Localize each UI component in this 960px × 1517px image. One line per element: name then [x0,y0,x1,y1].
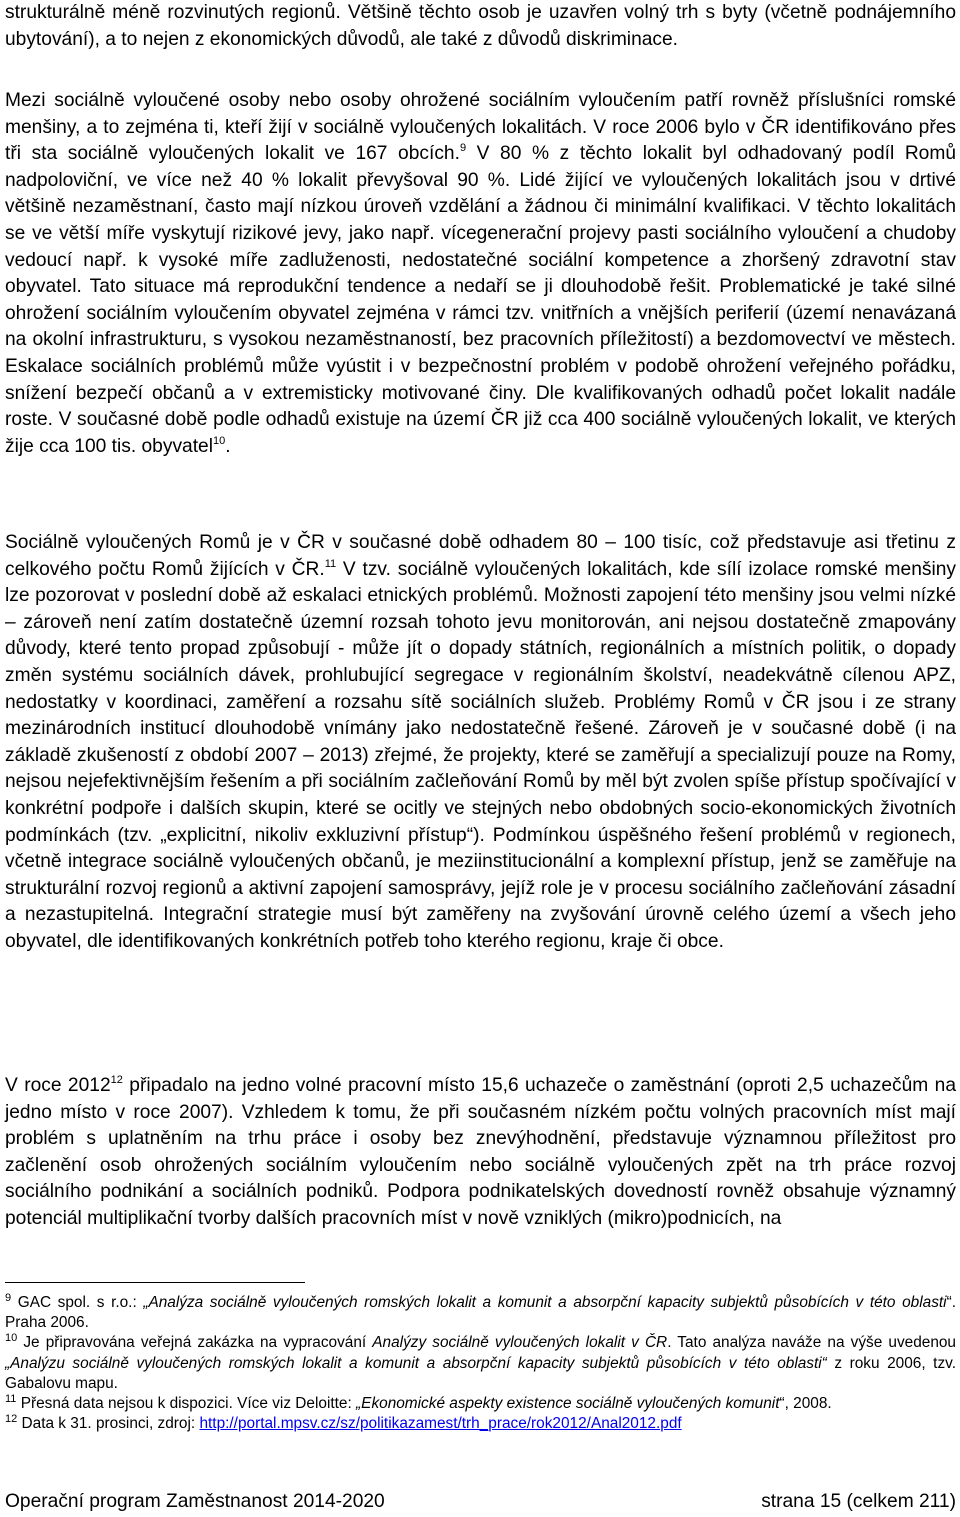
footnote-12-link[interactable]: http://portal.mpsv.cz/sz/politikazamest/trh_prace/rok2012/Anal2012.pdf [199,1415,682,1433]
footnote-10-title-2: „Analýzu sociálně vyloučených romských lokalit a komunit a absorpční kapacity subjektů působících v této oblasti“ [5,1354,827,1372]
footnote-separator [5,1282,305,1283]
paragraph-2-text-b: V 80 % z těchto lokalit byl odhadovaný podíl Romů nadpoloviční, ve více než 40 % lokalit převyšoval 90 %. Lidé žijící ve vyloučených lokalitách jsou v drtivé většině nezaměstnaní, často mají nízkou úroveň vzdělání a žádnou či minimální kvalifikaci. V těchto lokalitách se ve větší míře vyskytují rizikové jevy, jako např. vícegenerační projevy pasti sociálního vyloučení a chudoby vedoucí např. k vysoké míře zadluženosti, nedostatečné sociální kompetence a zhoršený zdravotní stav obyvatel. Tato situace má reprodukční tendence a nedaří se ji dlouhodobě řešit. Problematické je také silné ohrožení sociálním vyloučením obyvatel zejména v rámci tzv. vnitřních a vnějších periferií (území nenavázaná na okolní infrastrukturu, s vysokou nezaměstnaností, bez pracovních příležitostí) a bezdomovectví ve městech. Eskalace sociálních problémů může vyústit i v bezpečnostní problém v podobě ohrožení veřejného pořádku, snížení bezpečí občanů a v extremisticky motivované činy. Dle kvalifikovaných odhadů počet lokalit nadále roste. V současné době podle odhadů existuje na území ČR již cca 400 sociálně vyloučených lokalit, ve kterých žije cca 100 tis. obyvatel [5,143,957,457]
footnote-10-title-1: Analýzy sociálně vyloučených lokalit v ČR [372,1334,668,1352]
footnote-11-title: „Ekonomické aspekty existence sociálně vyloučených komunit [356,1395,780,1413]
footnote-11 [5,1394,956,1414]
footnote-12 [5,1414,956,1434]
paragraph-2 [5,88,956,460]
paragraph-4 [5,1073,956,1233]
footnote-11-number: 11 [5,1393,17,1406]
footnote-ref-9[interactable]: 9 [459,142,467,155]
footnote-ref-11[interactable]: 11 [324,557,337,570]
footnote-10-text-a: Je připravována veřejná zakázka na vypracování [17,1334,373,1352]
footer-page-number: strana 15 (celkem 211) [761,1491,956,1512]
paragraph-1-text: strukturálně méně rozvinutých regionů. Většině těchto osob je uzavřen volný trh s byty (včetně podnájemního ubytování), a to nejen z ekonomických důvodů, ale také z důvodů diskriminace. [5,2,956,50]
footnote-9-text-b: “. Praha 2006. [5,1294,956,1332]
paragraph-4-text-a: V roce 2012 [5,1075,111,1096]
paragraph-3-text-b: V tzv. sociálně vyloučených lokalitách, kde sílí izolace romské menšiny lze pozorovat v poslední době až eskalaci etnických problémů. Možnosti zapojení této menšiny jsou velmi nízké – zároveň není zatím dostatečně územní rozsah tohoto jevu monitorován, ani nejsou dostatečně zmapovány důvody, které tento propad způsobují - může jít o dopady státních, regionálních a místních politik, o dopady změn systému sociálních dávek, prohlubující segregace v regionálním školství, neadekvátně cílenou APZ, nedostatky v koordinaci, zaměření a rozsahu sítě sociálních služeb. Problémy Romů v ČR jsou i ze strany mezinárodních institucí dlouhodobě vnímány jako nedostatečně řešené. Zároveň je v současné době (i na základě zkušeností z období 2007 – 2013) zřejmé, že projekty, které se zaměřují a specializují pouze na Romy, nejsou nejefektivnějším řešením a při sociálním začleňování Romů by měl být zvolen spíše přístup spočívající v konkrétní podpoře i dalších skupin, které se ocitly ve stejných nebo obdobných socio-ekonomických životních podmínkách (tzv. „explicitní, nikoliv exkluzivní přístup“). Podmínkou úspěšného řešení problémů v regionech, včetně integrace sociálně vyloučených občanů, je meziinstitucionální a komplexní přístup, jenž se zaměřuje na strukturální rozvoj regionů a aktivní zapojení samosprávy, jejíž role je v procesu sociálního začleňování zásadní a nezastupitelná. Integrační strategie musí být zaměřeny na zvyšování úrovně celého území a všech jeho obyvatel, dle identifikovaných konkrétních potřeb toho kterého regionu, kraje či obce. [5,558,956,952]
document-page [5,0,956,1517]
footnotes [5,1293,956,1434]
footnote-9-number: 9 [5,1292,12,1304]
paragraph-4-text-b: připadalo na jedno volné pracovní místo 15,6 uchazeče o zaměstnání (oproti 2,5 uchazečům na jedno místo v roce 2007). Vzhledem k tomu, že při současném nízkém počtu volných pracovních míst mají problém s uplatněním na trhu práce i osoby bez znevýhodnění, představuje významnou příležitost pro začlenění osob ohrožených sociálním vyloučením nebo sociálně vyloučených zpět na trh práce rozvoj sociálního podnikání a sociálních podniků. Podpora podnikatelských dovedností rovněž obsahuje významný potenciál multiplikační tvorby dalších pracovních míst v nově vzniklých (mikro)podnicích, na [5,1075,956,1229]
paragraph-3 [5,530,956,956]
paragraph-2-text-c: . [225,435,231,457]
footnote-12-text-a: Data k 31. prosinci, zdroj: [17,1415,200,1433]
footnote-12-number: 12 [5,1413,18,1426]
footnote-9-title: „Analýza sociálně vyloučených romských lokalit a komunit a absorpční kapacity subjektů působících v této oblasti [143,1294,947,1311]
footnote-11-text-b: “, 2008. [779,1395,832,1413]
paragraph-3-text-a: Sociálně vyloučených Romů je v ČR v současné době odhadem 80 – 100 tisíc, což představuje asi třetinu z celkového počtu Romů žijících v ČR. [5,532,956,580]
paragraph-2-text-a: Mezi sociálně vyloučené osoby nebo osoby ohrožené sociálním vyloučením patří rovněž příslušníci romské menšiny, a to zejména ti, kteří žijí v sociálně vyloučených lokalitách. V roce 2006 bylo v ČR identifikováno přes tři sta sociálně vyloučených lokalit ve 167 obcích. [5,90,956,165]
footnote-10 [5,1333,956,1394]
footnote-11-text-a: Přesná data nejsou k dispozici. Více viz Deloitte: [16,1395,357,1413]
footnote-ref-12[interactable]: 12 [110,1074,123,1086]
footnote-9 [5,1293,956,1333]
footnote-ref-10[interactable]: 10 [212,434,226,447]
paragraph-1 [5,0,956,53]
footnote-10-text-c: z roku 2006, tzv. Gabalovu mapu. [5,1354,956,1392]
footnote-10-number: 10 [5,1332,18,1345]
footnote-9-text-a: GAC spol. s r.o.: [11,1294,144,1311]
footer-program-name: Operační program Zaměstnanost 2014-2020 [5,1491,385,1512]
footnote-10-text-b: . Tato analýza naváže na výše uvedenou [667,1334,956,1352]
